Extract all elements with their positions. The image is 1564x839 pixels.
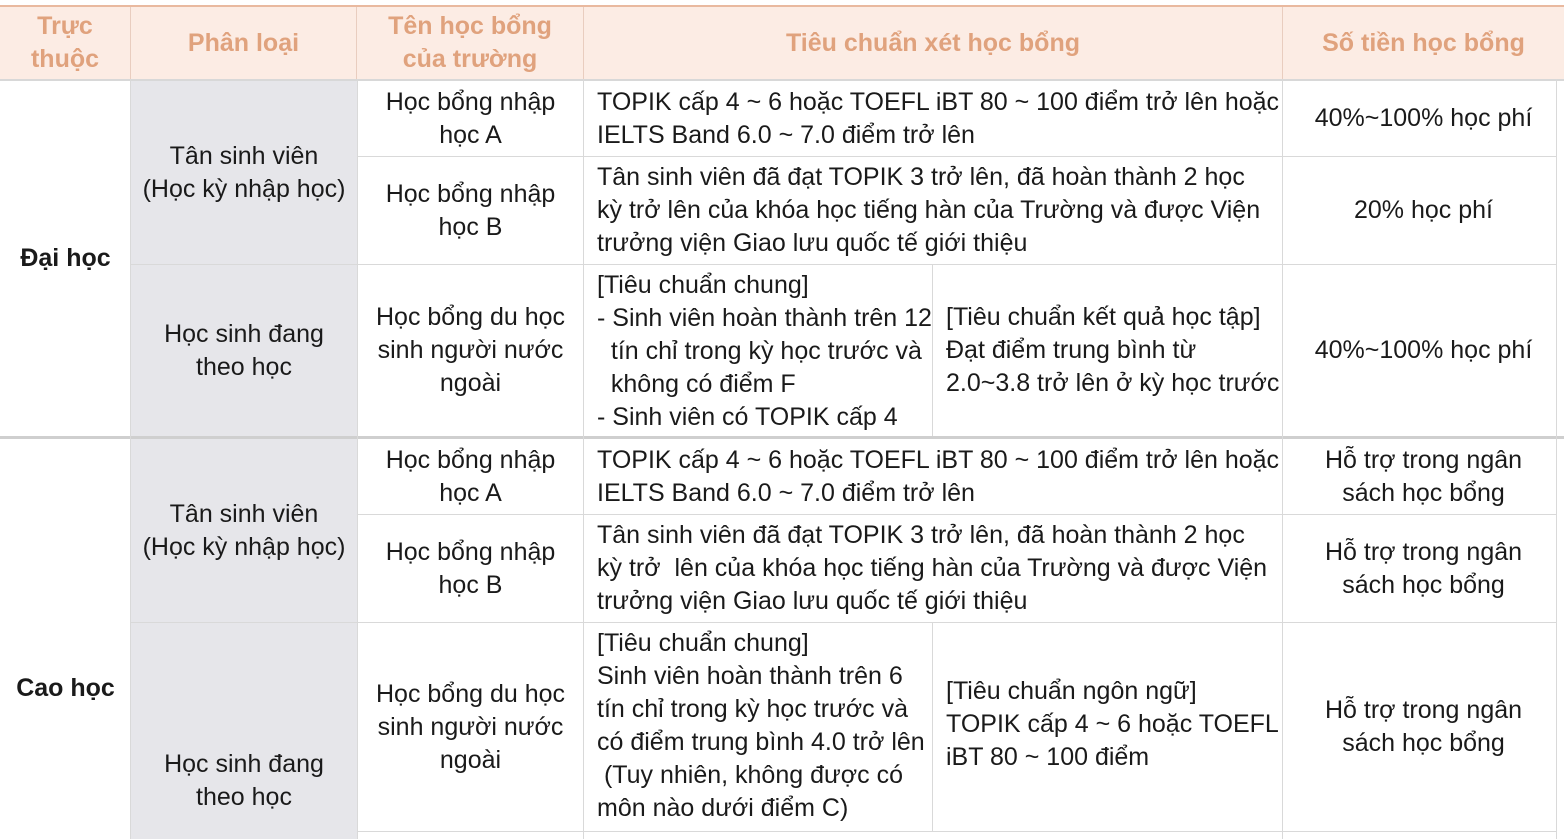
header-amount: Số tiền học bổng — [1283, 7, 1564, 79]
amount-a: 40%~100% học phí — [1314, 104, 1533, 132]
header-criteria: Tiêu chuẩn xét học bổng — [584, 7, 1283, 79]
grad-scholarship-name-a: Học bổng nhập học A — [385, 445, 556, 507]
criteria-general: [Tiêu chuẩn chung] - Sinh viên hoàn thành trên 12 tín chỉ trong kỳ học trước và không có điểm F - Sinh viên có TOPIK cấp 4 — [597, 271, 932, 431]
grid-line — [932, 623, 933, 831]
grid-line — [357, 514, 1557, 515]
affiliation-university: Đại học — [20, 244, 111, 272]
amount-b: 20% học phí — [1354, 196, 1493, 224]
header-affiliation: Trực thuộc — [0, 7, 131, 79]
grid-line — [583, 79, 584, 839]
grid-line — [131, 264, 1557, 265]
grad-amount-a: Hỗ trợ trong ngân sách học bổng — [1324, 445, 1523, 507]
grid-line — [1282, 79, 1283, 839]
grad-criteria-a: TOPIK cấp 4 ~ 6 hoặc TOEFL iBT 80 ~ 100 điểm trở lên hoặc IELTS Band 6.0 ~ 7.0 điểm trở lên — [597, 445, 1280, 507]
amount-international: 40%~100% học phí — [1314, 336, 1533, 364]
grad-criteria-b: Tân sinh viên đã đạt TOPIK 3 trở lên, đã hoàn thành 2 học kỳ trở lên của khóa học tiếng hàn của Trường và được Viện trưởng viện Giao lưu quốc tế giới thiệu — [597, 521, 1268, 615]
header-scholarship-name: Tên học bổng của trường — [357, 7, 584, 79]
grid-line — [131, 622, 1557, 623]
grad-amount-international: Hỗ trợ trong ngân sách học bổng — [1324, 696, 1523, 757]
criteria-academic: [Tiêu chuẩn kết quả học tập] Đạt điểm trung bình từ 2.0~3.8 trở lên ở kỳ học trước — [946, 303, 1280, 397]
grad-criteria-language: [Tiêu chuẩn ngôn ngữ] TOPIK cấp 4 ~ 6 hoặc TOEFL iBT 80 ~ 100 điểm — [946, 677, 1279, 771]
grid-line — [357, 79, 358, 839]
grad-scholarship-name-b: Học bổng nhập học B — [385, 537, 556, 599]
criteria-a: TOPIK cấp 4 ~ 6 hoặc TOEFL iBT 80 ~ 100 điểm trở lên hoặc IELTS Band 6.0 ~ 7.0 điểm trở lên — [597, 87, 1280, 149]
scholarship-name-international: Học bổng du học sinh người nước ngoài — [375, 303, 566, 397]
category-new-student: Tân sinh viên (Học kỳ nhập học) — [131, 81, 357, 264]
grid-line — [1556, 79, 1557, 839]
header-category: Phân loại — [131, 7, 357, 79]
grad-amount-b: Hỗ trợ trong ngân sách học bổng — [1324, 537, 1523, 599]
grid-line — [357, 831, 1557, 832]
grad-criteria-general: [Tiêu chuẩn chung] Sinh viên hoàn thành trên 6 tín chỉ trong kỳ học trước và có điểm trung bình 4.0 trở lên (Tuy nhiên, không được có môn nào dưới điểm C) — [597, 629, 925, 822]
grad-scholarship-name-international: Học bổng du học sinh người nước ngoài — [375, 679, 566, 774]
grid-line — [932, 265, 933, 436]
grid-line — [357, 156, 1557, 157]
category-current-student: Học sinh đang theo học — [131, 265, 357, 436]
criteria-b: Tân sinh viên đã đạt TOPIK 3 trở lên, đã hoàn thành 2 học kỳ trở lên của khóa học tiếng hàn của Trường và được Viện trưởng viện Giao lưu quốc tế giới thiệu — [597, 163, 1261, 257]
affiliation-graduate: Cao học — [16, 674, 115, 702]
category-current-student-grad: Học sinh đang theo học — [131, 623, 357, 839]
scholarship-name-a: Học bổng nhập học A — [385, 87, 556, 149]
category-new-student-grad: Tân sinh viên (Học kỳ nhập học) — [131, 439, 357, 622]
grid-line — [130, 79, 131, 839]
scholarship-name-b: Học bổng nhập học B — [385, 179, 556, 241]
